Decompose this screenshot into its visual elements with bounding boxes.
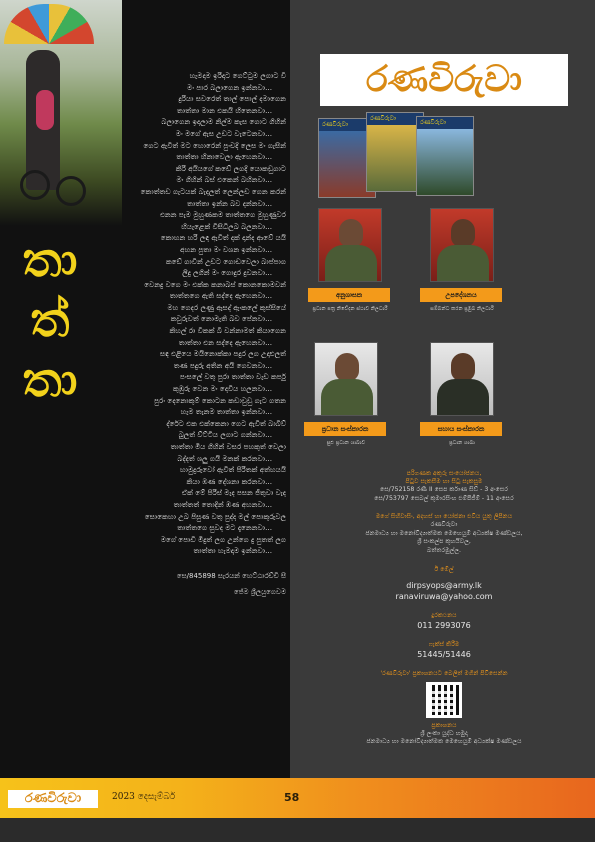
patron-photo (318, 208, 382, 282)
poem-line: හියැළෙක් විසිධිලබ බලනවා... (181, 221, 272, 231)
bicycle-wheel (20, 170, 50, 200)
assistant-editor-photo (430, 342, 494, 416)
poem-title-char: තා (22, 232, 78, 288)
footer-date: 2023 දෙසැම්බර් (112, 792, 176, 802)
poem-title-char: තා (22, 352, 78, 408)
publisher-heading: ප්‍රකාශනය (431, 721, 457, 729)
poem-line: කඩේ ගාවින් උඩට ගොඩවෙලා බාප්පාග (165, 256, 286, 266)
staff-line: සෙ/752158 රණී II සෙප ර්කාණ සිඩ් - 3 අංසෙර (379, 486, 509, 493)
address-line: බත්තරමුල්ල. (426, 546, 462, 554)
poem-line: පංසලේ වතු පුරා තාත්තා වැඩ කර්පු (179, 372, 286, 382)
address-heading: මගේ සිහිවාසිං, අදහස් හා යෝජනා එවිය යුතු ලිපිනය (375, 513, 513, 521)
contact-info (330, 470, 558, 747)
poem-line: කිහල් රා වීකක් බී වන්නාමත් කියාගෙන (169, 326, 286, 336)
chief-editor-role: ප්‍රධාන සංස්කාරක (304, 422, 386, 436)
poem-line: මං ගිහින් බස් එකෙන් බහිනවා... (176, 175, 272, 185)
email-link[interactable]: dirpsyops@army.lk (406, 580, 482, 590)
footer-logo: රණවිරුවා (8, 790, 98, 808)
patron-names: ප්‍රධාන පත්‍ර නිවේදන ස්ථාව නිලධාරී (312, 306, 388, 312)
poem-line: වෙනදු වගෙ මං එක්ක කනාබස් කොනකොමවන් (144, 279, 286, 289)
editorial-heading: පරිගණක අකුරු සංයෝජනය, (406, 470, 482, 477)
poem-line: තාත්තගෙ සුවද මට දැනෙනවා... (177, 523, 272, 533)
poem-line: තාත්තා හැමදාම ඉන්නවා... (193, 546, 272, 556)
poem-line: ද්රේට එක එක්කෙනා ගෙට ඇවිත් බාබිව් (166, 418, 286, 428)
masthead-panel (290, 0, 595, 778)
qr-heading: 'රණවිරුවා' ප්‍රකාශනයට බෙලිත් මගින් පිවිසෙන්න (380, 669, 508, 677)
poem-author: සෙ/845898 සැරයන් හෙට්ඨාරච්චි සී (176, 571, 286, 580)
poem-line: ලිදු ලගින් මං ගොදුර දුවනවා... (182, 268, 272, 278)
poem-line: හැම තැනම තාත්තා ඉන්නවා... (180, 407, 272, 417)
assistant-editor-role: සහාය සංස්කාරක (420, 422, 502, 436)
poem-line: දුරියා සවරෙත් තාල් පොල් දමාගෙන (178, 94, 286, 104)
poem-panel (0, 0, 290, 778)
poem-line: තාත්තා එන සද්දෙ ඇහෙනවා... (178, 337, 272, 347)
publisher-line: ජනමාධ්‍ය හා මනෝවිද්‍යාත්මක මෙහෙයුම් අධ්‍යක්ෂ මණ්ඩලය (366, 738, 522, 746)
cover-title: රණවිරුවා (367, 113, 423, 125)
advisor-photo (430, 208, 494, 282)
poem-line: සඳ එළියෙ මයිනොක්කා පදුර ලග උදාළුලත් (159, 349, 286, 359)
advisor-names: සම්බන්ධ කරන ප්‍රමුඛ නිලධාරී (430, 306, 494, 312)
child-figure (36, 90, 54, 130)
phone-number: 011 2993076 (417, 620, 471, 630)
address-line: රණවිරුවා (430, 521, 458, 529)
poem-line: එනන පැම මුහුණකම තාත්තගෙ මුහුණුවර (160, 210, 286, 220)
poem-line: මං පාර බලාගෙන ඉන්නවා... (187, 82, 272, 92)
poem-line: කිරි අයියගේ කඩේ ලගදි යොකඩුගාට (175, 163, 286, 173)
masthead-title: රණවිරුවා (366, 59, 522, 100)
magazine-cover (416, 116, 474, 196)
cover-image (367, 125, 423, 191)
poem-line: තාත්තා මාන එකයි හිතෙනවා... (177, 105, 272, 115)
poem-line: කොහන හරි ලඳ ඇවිත් දක් දාන්ද ආවේ යයි (160, 233, 286, 243)
poem-line: කවුරුවත් නොමැති බව පේනවා... (170, 314, 272, 324)
address-line: ජනමාධ්‍ය හා මනෝවිද්‍යාත්මක මෙහෙයුම් අධ්‍යක්ෂ මණ්ඩලය, (365, 529, 523, 537)
staff-line: සෙ/753797 සෙබල් කුමාරසිංහ එම්පීජීම් - 11 අංසෙර (374, 494, 514, 502)
poem-line: තාත්තා ඉන්න බව දන්නවා... (187, 198, 272, 208)
umbrella-graphic (4, 4, 94, 44)
poem-line: බුලත් ව්ට්ටිය ලගාට ගන්නවා... (178, 430, 272, 440)
poem-line: කුඹුරු වෙන මං දෙවිය හලනවා... (173, 384, 272, 394)
poem-line: තාත්තගෙ ඇති සද්දෙ ඇහෙනවා... (169, 291, 272, 301)
poem-body (90, 70, 286, 770)
fax-heading: ෆැක්ස් කිරීම (428, 640, 460, 648)
poem-line: බලාගෙන ඉදලාම නිල්ම කැස ගොට ගිහින් (161, 117, 286, 127)
poem-title-char: ත් (30, 292, 70, 348)
poem-line: කොත්තඩ ගැටයක් බැදලත් ලෙන්ලඩ ගෙන කරන් (140, 186, 286, 196)
poem-line: බද්දත් ශලු ගයි මනක් කරනවා... (177, 453, 272, 463)
page-footer (0, 778, 595, 818)
poem-line: ගෙට ඇවිත් මට හොරෙන් පුංචදි ලෙස මං ගැසින් (143, 140, 286, 150)
chief-editor-photo (314, 342, 378, 416)
editorial-subheading: පිටුව සැකසීම හා සිටු සැකසුම (405, 478, 483, 485)
poem-line: සොකෙහා උබ පිසුණ වතු පුද්ද මල් පොකුරුවල (144, 511, 286, 521)
poem-line: අහන පුතා මං වශන ඉන්නවා... (180, 244, 272, 254)
cover-image (417, 129, 473, 195)
poem-line: තණ පදුරු අතින අයි ගෙවනවා... (173, 360, 272, 370)
bicycle-wheel (56, 176, 86, 206)
masthead (320, 54, 568, 106)
chief-editor-names: සුළු ප්‍රධාන ශාඛාව (326, 440, 366, 446)
assistant-editor-names: ප්‍රධාන ශාඛා (449, 440, 475, 446)
poem-line: තාත්තා හිනාවෙලා ඇහෙනවා... (176, 152, 272, 162)
cover-title: රණවිරුවා (319, 119, 375, 131)
poem-line: කියා ඹණ දේශනා කරනවා... (186, 476, 272, 486)
publisher-line: ශ්‍රී ලංකා යුද්ධ හමුදා (420, 729, 468, 737)
cover-title: රණවිරුවා (417, 117, 473, 129)
qr-code-icon[interactable] (426, 682, 462, 718)
bottom-strip (0, 818, 595, 842)
address-line: ශ්‍රී සංකල්ප කුහයිවල, (417, 538, 471, 546)
poem-title (20, 232, 80, 412)
phone-heading: දුරකථනය (431, 611, 457, 619)
poem-line: හාමුදුරුවෝ ඇවිත් පිරිතක් අත්හයයි (179, 465, 286, 475)
patron-role: අනුශාසක (308, 288, 390, 302)
poem-line: හැමදාම ඉරිදාට ගෙට්ටුම ලගාට වී (189, 71, 286, 80)
advisor-role: උපදේශනය (420, 288, 502, 302)
poem-author-unit: ජේම ශ්‍රීලයුගෙවම (234, 587, 286, 596)
poem-line: මහ ගෙදර ලණු ඇසද් ඇංකලේ කුස්සියේ (167, 302, 286, 312)
email-link[interactable]: ranaviruwa@yahoo.com (395, 591, 493, 601)
poem-line: තාත්තත් තොදින් ඹණ අහනවා... (173, 499, 272, 509)
email-heading: ඊ මේල් (434, 565, 454, 573)
poem-line: තාත්තා මිය ගිහින් වසර පහකුත් වෙලා (170, 442, 286, 451)
poem-line: ඒක් මේ පිරිස් මැද පසන ජිතුවා වැද (181, 488, 286, 498)
poem-line: මං මගේ ඇස උඩට වැටෙනවා... (175, 128, 272, 138)
page-number: 58 (284, 791, 300, 804)
fax-number: 51445/51446 (417, 649, 471, 659)
poem-line: පුරං දෙනොකුම් කොටන කඩාවුඩු ගැට ගතන (154, 395, 286, 405)
poem-line: මගේ පොඩි මිදුත් ලග උන්ගෙ දු පුතත් ලග (160, 534, 286, 544)
magazine-covers (318, 110, 498, 200)
